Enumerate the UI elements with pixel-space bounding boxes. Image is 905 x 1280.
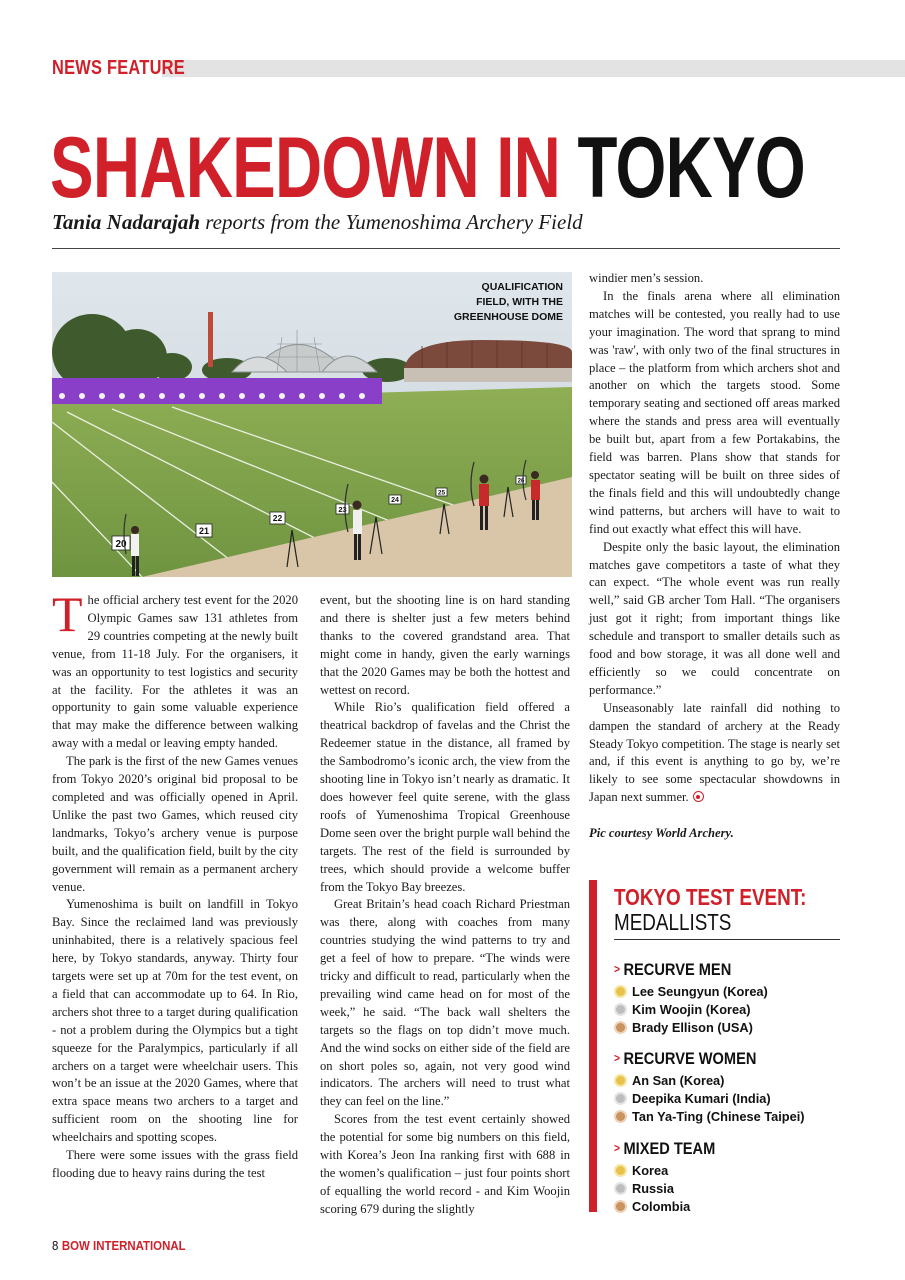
headline-part-black: TOKYO bbox=[577, 120, 805, 216]
category-name: MIXED TEAM bbox=[623, 1139, 716, 1158]
photo-credit: Pic courtesy World Archery. bbox=[589, 826, 734, 841]
category-name: RECURVE WOMEN bbox=[623, 1049, 757, 1068]
medal-row-silver bbox=[616, 1181, 674, 1196]
category-heading bbox=[614, 960, 731, 980]
article-column-2 bbox=[320, 592, 570, 1219]
paragraph-text: he official archery test event for the 2020 Olympic Games saw 131 athletes from 29 countries competing at the newly built venue, from 11-18 July. For the organisers, it was an opportunity to test logistics and security at the facility. For the athletes it was an opportunity to gain some valuable experience that may make the difference between walking away with a medal or leaving empty handed. bbox=[52, 593, 298, 751]
medallist-name: Deepika Kumari (India) bbox=[632, 1091, 771, 1106]
chevron-right-icon: > bbox=[614, 962, 621, 976]
target-number: 22 bbox=[272, 513, 283, 523]
paragraph-text: Unseasonably late rainfall did nothing to dampen the standard of archery at the Ready Steady Tokyo competition. The stage is nearly set and, if this event is anything to go by, we’re likely to see some spectacular showdowns in Japan next summer. bbox=[589, 700, 840, 805]
medal-row-silver bbox=[616, 1002, 751, 1017]
article-paragraph: Scores from the test event certainly showed the potential for some big numbers on this field, with Korea’s Jeon Ina ranking first with 688 in the women’s qualification – just four points short of equalling the world record - and Kim Woojin scoring 679 during the slightly bbox=[320, 1112, 570, 1216]
silver-medal-icon bbox=[616, 1184, 625, 1193]
byline-author: Tania Nadarajah bbox=[52, 210, 201, 234]
article-column-1 bbox=[52, 586, 298, 1183]
target-number: 23 bbox=[338, 505, 347, 514]
medallist-name: Russia bbox=[632, 1181, 674, 1196]
bronze-medal-icon bbox=[616, 1202, 625, 1211]
article-column-3 bbox=[589, 270, 840, 843]
medal-row-gold bbox=[616, 1073, 724, 1088]
target-number: 21 bbox=[198, 526, 210, 536]
article-paragraph: In the finals arena where all elimination matches will be contested, you really had to use your imagination. The word that sprang to mind was 'raw', with only two of the final structures in place – the platform from which archers shot and another on which the targets stood. Some temporary seating and sectioned off areas marked where the stands and press area will eventually be built but, apart from a few Portakabins, the field was barren. Plans show that stands for spectator seating will be built on three sides of the finals field and this will undoubtedly change wind patterns, but archers will have to wait to find out exactly what effect this will have. bbox=[589, 288, 840, 536]
medallist-name: Kim Woojin (Korea) bbox=[632, 1002, 751, 1017]
medallist-name: Lee Seungyun (Korea) bbox=[632, 984, 768, 999]
headline bbox=[50, 120, 805, 216]
article-paragraph: windier men’s session. bbox=[589, 271, 704, 285]
article-paragraph: event, but the shooting line is on hard standing and there is shelter just a few meters behind thanks to the covered grandstand area. That might come in handy, given the early warnings that the 2020 Games may be both the hottest and wettest on record. bbox=[320, 593, 570, 697]
article-paragraph: Great Britain’s head coach Richard Priestman was there, along with coaches from many countries studying the wind patterns to try and get a feel of how to prepare. “The winds were tricky and difficult to read, particularly when the prevailing wind came head on for most of the week,” he said. “The back wall shelters the targets so the flags on top didn’t move much. And the wind socks on either side of the field are on short poles so, again, not very good wind indicators. The archers will need to trust what they can feel on the line.” bbox=[320, 897, 570, 1109]
end-mark-icon bbox=[693, 791, 704, 802]
purple-wall bbox=[52, 378, 382, 404]
caption-line: FIELD, WITH THE bbox=[476, 296, 563, 308]
article-paragraph: Yumenoshima is built on landfill in Tokyo Bay. Since the reclaimed land was previously uninhabited, there is a relatively spacious feel here, by Tokyo standards, anyway. Thirty four targets were set up at 70m for the test event, on a field that can accommodate up to 64. In Rio, archers shot three to a target during qualification - not a problem during the Olympics but a tight squeeze for the Paralympics, particularly if all archers on a target were wheelchair users. This won’t be an issue at the 2020 Games, where that extra space means two archers to a target and sufficient room on the shooting line for wheelchairs and spotting scopes. bbox=[52, 897, 298, 1145]
gold-medal-icon bbox=[616, 1166, 625, 1175]
medal-row-bronze bbox=[616, 1109, 805, 1124]
medallist-name: An San (Korea) bbox=[632, 1073, 725, 1088]
medal-box-title: TOKYO TEST EVENT: bbox=[614, 884, 807, 910]
medal-box-subtitle: MEDALLISTS bbox=[614, 909, 732, 935]
medal-box-rule bbox=[614, 939, 840, 940]
category-heading bbox=[614, 1049, 756, 1069]
header-rule bbox=[52, 248, 840, 249]
category-heading bbox=[614, 1139, 715, 1159]
target-number: 20 bbox=[115, 539, 127, 550]
chevron-right-icon: > bbox=[614, 1051, 621, 1065]
publication-name: BOW INTERNATIONAL bbox=[61, 1238, 186, 1253]
drop-cap: T bbox=[52, 586, 83, 642]
target-number: 25 bbox=[437, 489, 446, 497]
target-number: 26 bbox=[517, 478, 525, 485]
medal-row-bronze bbox=[616, 1199, 690, 1214]
medal-row-bronze bbox=[616, 1020, 753, 1035]
category-name: RECURVE MEN bbox=[623, 960, 732, 979]
photo-caption bbox=[423, 280, 563, 325]
target-number: 24 bbox=[391, 497, 399, 504]
article-paragraph: The park is the first of the new Games venues from Tokyo 2020’s original bid proposal to be completed and was officially opened in April. Unlike the past two Games, which reused city landmarks, Tokyo’s archery venue is purpose built, and the qualification field, built by the city government will remain as a permanent archery venue. bbox=[52, 754, 298, 894]
medallist-name: Tan Ya-Ting (Chinese Taipei) bbox=[632, 1109, 805, 1124]
byline bbox=[52, 210, 583, 235]
gold-medal-icon bbox=[616, 987, 625, 996]
article-paragraph: While Rio’s qualification field offered a theatrical backdrop of favelas and the Christ the Redeemer statue in the distance, all framed by the Sambodromo’s iconic arch, the view from the shooting line in Tokyo isn’t nearly as dramatic. It does however feel quite serene, with the glass roofs of Yumenoshima Tropical Greenhouse Dome seen over the bright purple wall behind the targets. The rest of the field is surrounded by trees, which should provide a welcome buffer from the Tokyo Bay breezes. bbox=[320, 700, 570, 894]
feature-photo bbox=[52, 272, 572, 577]
article-paragraph bbox=[52, 586, 298, 753]
medal-row-gold bbox=[616, 984, 768, 999]
medallist-name: Colombia bbox=[632, 1199, 691, 1214]
bronze-medal-icon bbox=[616, 1023, 625, 1032]
article-paragraph: Despite only the basic layout, the elimination matches gave competitors a taste of what they can expect. “The whole event was run really well,” said GB archer Tom Hall. “The organisers just got it right; from important things like schedule and transport to smaller details such as food and bow storage, it was all done well and efficiently so we could concentrate on performance.” bbox=[589, 539, 840, 697]
article-paragraph bbox=[589, 700, 840, 807]
gold-medal-icon bbox=[616, 1076, 625, 1085]
medal-row-silver bbox=[616, 1091, 771, 1106]
medal-box-accent-bar bbox=[589, 880, 597, 1212]
page-number: 8 bbox=[52, 1238, 59, 1253]
headline-part-red: SHAKEDOWN IN bbox=[50, 120, 578, 216]
caption-line: GREENHOUSE DOME bbox=[453, 311, 563, 323]
section-bar bbox=[162, 60, 905, 77]
bronze-medal-icon bbox=[616, 1112, 625, 1121]
silver-medal-icon bbox=[616, 1005, 625, 1014]
medallist-name: Brady Ellison (USA) bbox=[632, 1020, 753, 1035]
section-label: NEWS FEATURE bbox=[52, 57, 185, 79]
medallist-name: Korea bbox=[632, 1163, 669, 1178]
brown-hall bbox=[404, 340, 572, 382]
caption-line: QUALIFICATION bbox=[481, 281, 563, 293]
chevron-right-icon: > bbox=[614, 1141, 621, 1155]
silver-medal-icon bbox=[616, 1094, 625, 1103]
page-footer bbox=[52, 1238, 186, 1253]
medal-row-gold bbox=[616, 1163, 668, 1178]
article-paragraph: There were some issues with the grass field flooding due to heavy rains during the test bbox=[52, 1148, 298, 1180]
byline-rest: reports from the Yumenoshima Archery Field bbox=[200, 210, 583, 234]
chimney bbox=[208, 312, 213, 367]
